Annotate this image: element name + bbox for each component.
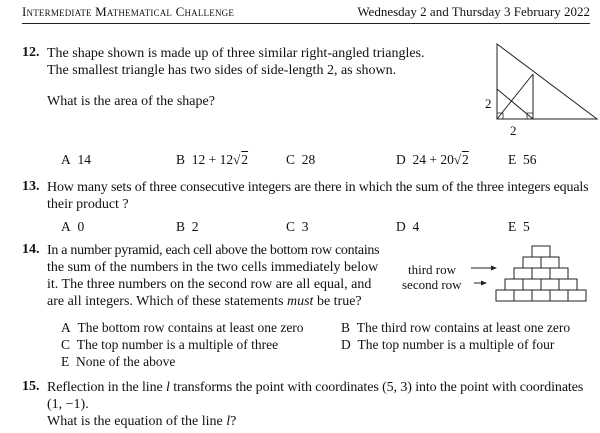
q15-line1: Reflection in the line l transforms the point with coordinates (5, 3) into the point with coordinates [47,380,584,395]
q12-option-e: E 56 [508,152,537,167]
q13-option-a: A 0 [61,219,85,234]
q14-line4: are all integers. Which of these statements must be true? [47,294,362,309]
q14-number: 14. [22,242,40,257]
q13-number: 13. [22,179,40,194]
q13-option-d: D 4 [396,219,420,234]
pyramid-label-third-row: third row [408,262,457,277]
q14-line1: In a number pyramid, each cell above the bottom row contains [47,243,380,258]
q12-option-c: C 28 [286,152,316,167]
q12-question: What is the area of the shape? [47,94,215,109]
q13-option-e: E 5 [508,219,530,234]
header-title: Intermediate Mathematical Challenge [22,4,235,19]
q13-line2: their product ? [47,197,129,212]
q12-option-b: B 12 + 12√2 [176,152,249,167]
q14-option-e: E None of the above [61,354,176,369]
q14-option-a: A The bottom row contains at least one zero [61,320,304,335]
q15-number: 15. [22,379,40,394]
header-rule [22,23,590,24]
q12-option-a: A 14 [61,152,91,167]
q12-line2: The smallest triangle has two sides of side-length 2, as shown. [47,63,397,78]
q12-label-side: 2 [485,96,492,111]
pyramid-label-second-row: second row [402,277,462,292]
q13-line1: How many sets of three consecutive integers are there in which the sum of the three integers equals [47,180,589,195]
q14-option-c: C The top number is a multiple of three [61,337,279,352]
q14-line3: it. The three numbers on the second row are all equal, and [47,277,372,292]
q12-line1: The shape shown is made up of three similar right-angled triangles. [47,46,425,61]
q12-number: 12. [22,45,40,60]
q13-option-b: B 2 [176,219,199,234]
q13-option-c: C 3 [286,219,309,234]
q15-line2: (1, −1). [47,397,89,412]
q12-label-base: 2 [510,123,517,138]
q12-option-d: D 24 + 20√2 [396,152,469,167]
q14-option-b: B The third row contains at least one zero [341,320,571,335]
q14-option-d: D The top number is a multiple of four [341,337,555,352]
q15-line3: What is the equation of the line l? [47,414,237,429]
q14-line2: the sum of the numbers in the two cells immediately below [47,260,379,275]
header-date: Wednesday 2 and Thursday 3 February 2022 [357,4,590,19]
